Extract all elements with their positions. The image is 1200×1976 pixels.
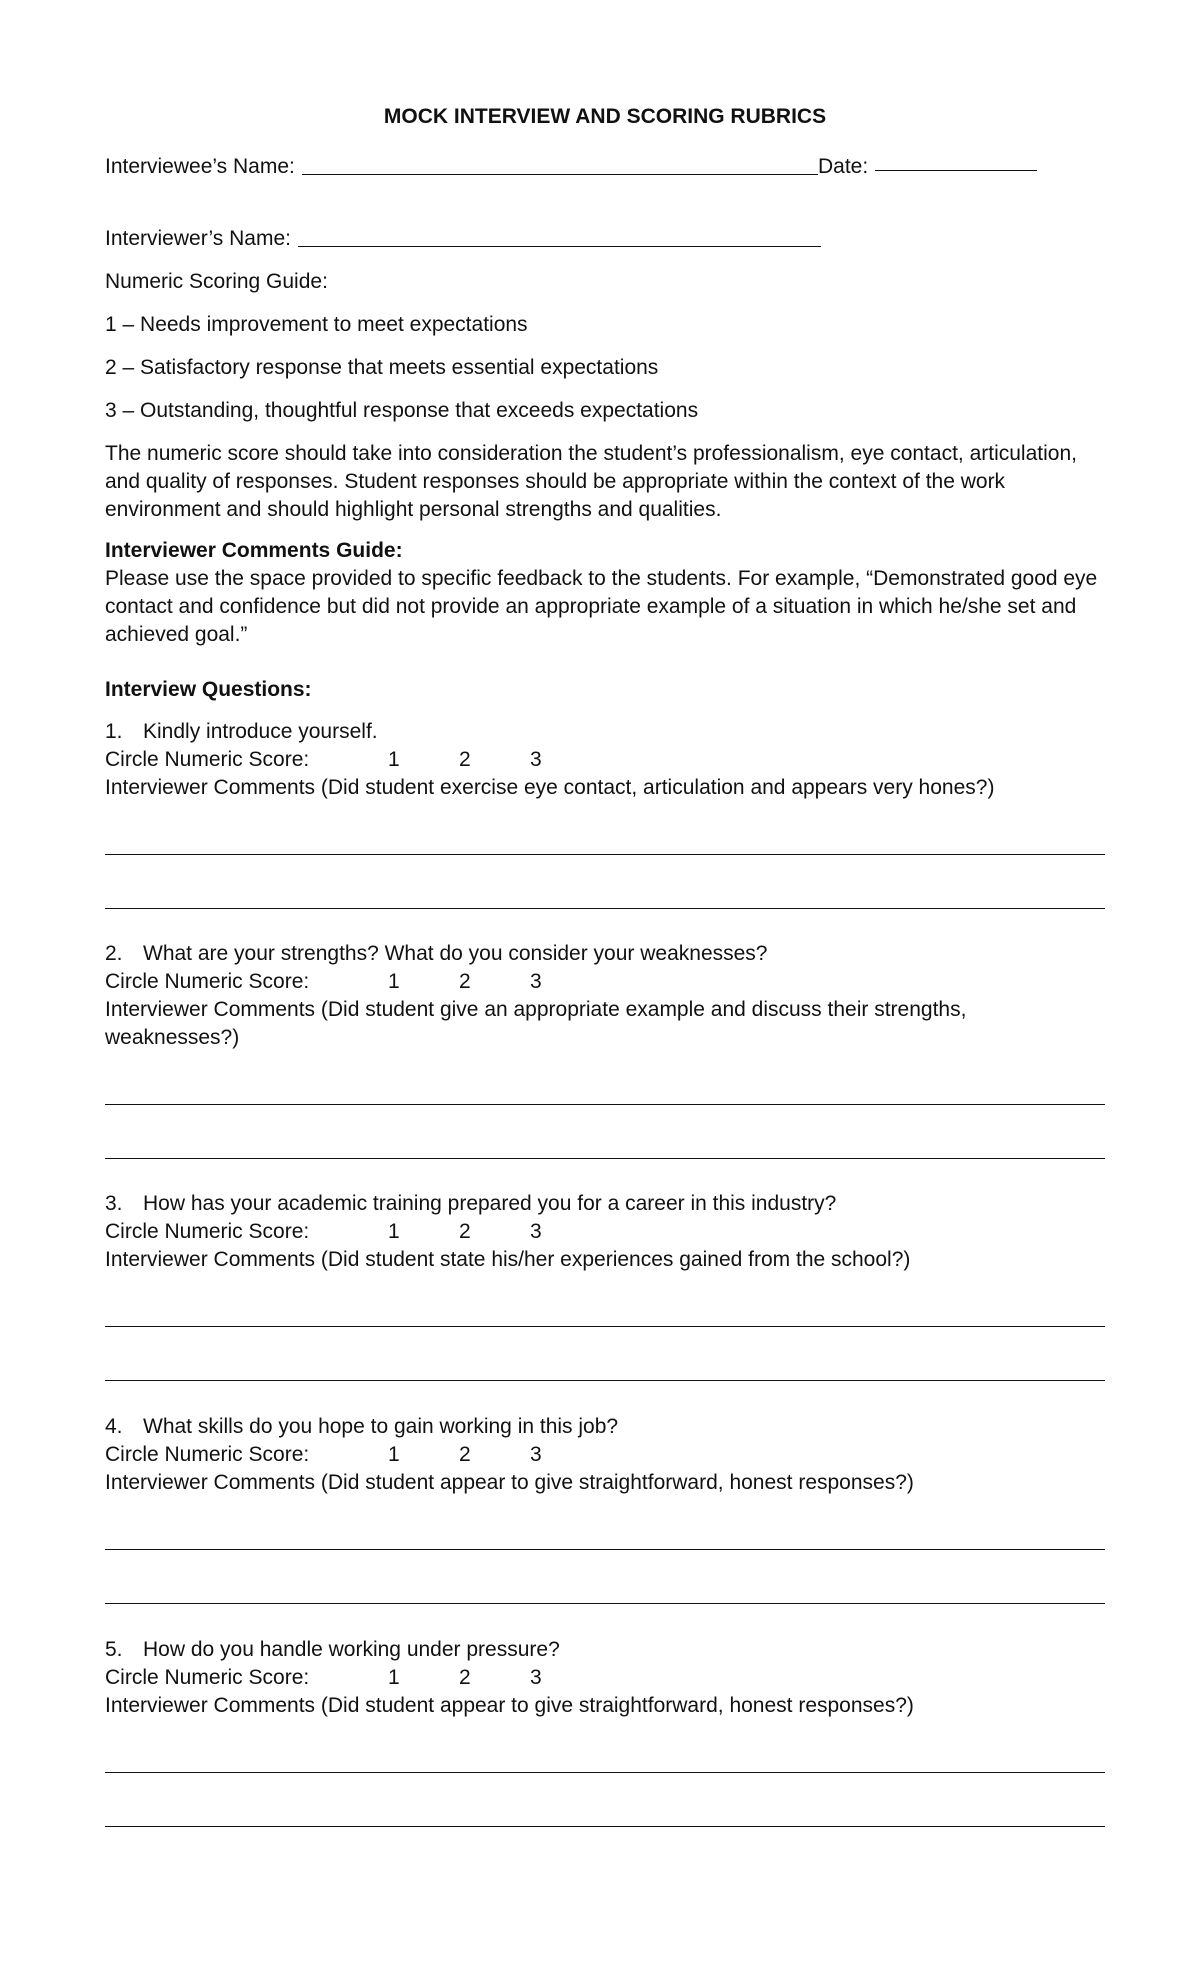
interview-questions-heading: Interview Questions:: [105, 678, 312, 701]
score-option-1[interactable]: 1: [388, 1666, 400, 1689]
score-option-3[interactable]: 3: [530, 748, 542, 771]
scoring-guide-heading: Numeric Scoring Guide:: [105, 270, 328, 293]
question-text: How has your academic training prepared you for a career in this industry?: [143, 1192, 837, 1215]
score-option-1[interactable]: 1: [388, 1220, 400, 1243]
scoring-level-2: 2 – Satisfactory response that meets essential expectations: [105, 356, 659, 379]
question-number: 3.: [105, 1192, 123, 1215]
scoring-level-3: 3 – Outstanding, thoughtful response that exceeds expectations: [105, 399, 699, 422]
question-block-5: [105, 1636, 1105, 1836]
comment-line-2[interactable]: [105, 1380, 1105, 1381]
comment-line-2[interactable]: [105, 1158, 1105, 1159]
comment-line-2[interactable]: [105, 1826, 1105, 1827]
score-option-2[interactable]: 2: [459, 970, 471, 993]
score-option-1[interactable]: 1: [388, 1443, 400, 1466]
question-block-4: [105, 1413, 1105, 1613]
question-text: What are your strengths? What do you consider your weaknesses?: [143, 942, 768, 965]
comments-prompt: Interviewer Comments (Did student exercise eye contact, articulation and appears very hones?): [105, 776, 995, 799]
question-number: 2.: [105, 942, 123, 965]
comments-prompt: Interviewer Comments (Did student appear to give straightforward, honest responses?): [105, 1471, 914, 1494]
comment-line-1[interactable]: [105, 1549, 1105, 1550]
score-row: [105, 1218, 705, 1246]
score-label: Circle Numeric Score:: [105, 748, 310, 771]
interviewee-name-field[interactable]: [302, 174, 818, 175]
question-block-2: [105, 940, 1105, 1170]
score-option-2[interactable]: 2: [459, 1443, 471, 1466]
comment-line-1[interactable]: [105, 1772, 1105, 1773]
date-label: Date:: [818, 155, 869, 178]
score-label: Circle Numeric Score:: [105, 970, 310, 993]
score-row: [105, 1664, 705, 1692]
score-option-3[interactable]: 3: [530, 1443, 542, 1466]
question-number: 4.: [105, 1415, 123, 1438]
score-row: [105, 968, 705, 996]
score-row: [105, 1441, 705, 1469]
score-option-2[interactable]: 2: [459, 748, 471, 771]
page-title: MOCK INTERVIEW AND SCORING RUBRICS: [383, 105, 827, 128]
score-row: [105, 746, 705, 774]
score-option-3[interactable]: 3: [530, 970, 542, 993]
comments-guide-heading: Interviewer Comments Guide:: [105, 539, 403, 562]
question-text: How do you handle working under pressure?: [143, 1638, 560, 1661]
score-option-1[interactable]: 1: [388, 970, 400, 993]
interviewer-name-label: Interviewer’s Name:: [105, 227, 291, 250]
question-text: Kindly introduce yourself.: [143, 720, 378, 743]
comment-line-2[interactable]: [105, 1603, 1105, 1604]
score-option-1[interactable]: 1: [388, 748, 400, 771]
score-option-3[interactable]: 3: [530, 1220, 542, 1243]
score-label: Circle Numeric Score:: [105, 1443, 310, 1466]
question-block-3: [105, 1190, 1105, 1390]
comments-guide-paragraph: Please use the space provided to specific feedback to the students. For example, “Demonstrated good eye contact and confidence but did not provide an appropriate example of a situation in which he/she set and achieved goal.”: [105, 567, 1098, 646]
score-option-2[interactable]: 2: [459, 1220, 471, 1243]
comments-prompt: Interviewer Comments (Did student give an appropriate example and discuss their strengths, weaknesses?): [105, 998, 967, 1049]
comments-prompt: Interviewer Comments (Did student state his/her experiences gained from the school?): [105, 1248, 911, 1271]
comments-prompt: Interviewer Comments (Did student appear to give straightforward, honest responses?): [105, 1694, 914, 1717]
date-field[interactable]: [875, 170, 1037, 171]
score-option-2[interactable]: 2: [459, 1666, 471, 1689]
comment-line-1[interactable]: [105, 1104, 1105, 1105]
question-block-1: [105, 718, 1105, 918]
comment-line-1[interactable]: [105, 1326, 1105, 1327]
score-label: Circle Numeric Score:: [105, 1666, 310, 1689]
score-option-3[interactable]: 3: [530, 1666, 542, 1689]
question-number: 5.: [105, 1638, 123, 1661]
scoring-guide-paragraph: The numeric score should take into consideration the student’s professionalism, eye contact, articulation, and quality of responses. Student responses should be appropriate within the context of the work environment and should highlight personal strengths and qualities.: [105, 442, 1077, 521]
document-page: [105, 0, 1105, 1976]
scoring-level-1: 1 – Needs improvement to meet expectations: [105, 313, 528, 336]
comment-line-2[interactable]: [105, 908, 1105, 909]
interviewee-name-label: Interviewee’s Name:: [105, 155, 295, 178]
score-label: Circle Numeric Score:: [105, 1220, 310, 1243]
question-number: 1.: [105, 720, 123, 743]
interviewer-name-field[interactable]: [298, 246, 821, 247]
comment-line-1[interactable]: [105, 854, 1105, 855]
question-text: What skills do you hope to gain working in this job?: [143, 1415, 619, 1438]
